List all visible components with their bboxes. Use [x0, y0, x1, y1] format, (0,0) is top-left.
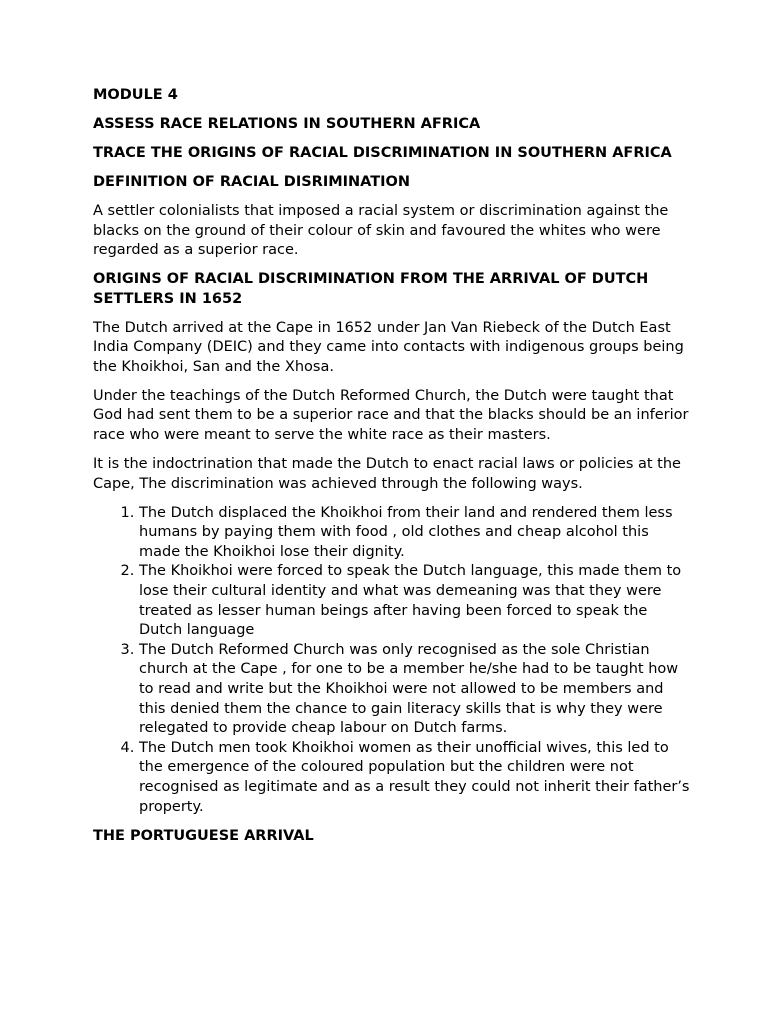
- discrimination-ways-list: [93, 504, 693, 818]
- heading-assess-race-relations: ASSESS RACE RELATIONS IN SOUTHERN AFRICA: [93, 115, 481, 132]
- list-item: 3. The Dutch Reformed Church was only recognised as the sole Christian church at the Cape , for one to be a member he/she had to be taught how to read and write but the Khoikhoi were not allowed to be members and this denied them the chance to gain literacy skills that is why they were relegated to provide cheap labour on Dutch farms.: [139, 641, 693, 739]
- paragraph-indoctrination: It is the indoctrination that made the Dutch to enact racial laws or policies at the Cape, The discrimination was achieved through the following ways.: [93, 456, 681, 492]
- list-item: 1. The Dutch displaced the Khoikhoi from their land and rendered them less humans by paying them with food , old clothes and cheap alcohol this made the Khoikhoi lose their dignity.: [139, 504, 693, 563]
- heading-definition: DEFINITION OF RACIAL DISRIMINATION: [93, 173, 411, 190]
- module-title: MODULE 4: [93, 87, 178, 103]
- document-body: [93, 86, 693, 855]
- paragraph-church-teachings: Under the teachings of the Dutch Reformed Church, the Dutch were taught that God had sent them to be a superior race and that the blacks should be an inferior race who were meant to serve the white race as their masters.: [93, 387, 689, 444]
- heading-origins: ORIGINS OF RACIAL DISCRIMINATION FROM THE ARRIVAL OF DUTCH SETTLERS IN 1652: [93, 271, 649, 307]
- heading-trace-origins: TRACE THE ORIGINS OF RACIAL DISCRIMINATION IN SOUTHERN AFRICA: [93, 144, 672, 161]
- list-item: 4. The Dutch men took Khoikhoi women as their unofficial wives, this led to the emergence of the coloured population but the children were not recognised as legitimate and as a result they could not inherit their father’s property.: [139, 739, 693, 817]
- definition-paragraph: A settler colonialists that imposed a racial system or discrimination against the blacks on the ground of their colour of skin and favoured the whites who were regarded as a superior race.: [93, 202, 669, 259]
- list-item: 2. The Khoikhoi were forced to speak the Dutch language, this made them to lose their cultural identity and what was demeaning was that they were treated as lesser human beings after having been forced to speak the Dutch language: [139, 562, 693, 640]
- paragraph-dutch-arrival: The Dutch arrived at the Cape in 1652 under Jan Van Riebeck of the Dutch East India Company (DEIC) and they came into contacts with indigenous groups being the Khoikhoi, San and the Xhosa.: [93, 319, 684, 375]
- heading-portuguese-arrival: THE PORTUGUESE ARRIVAL: [93, 827, 314, 844]
